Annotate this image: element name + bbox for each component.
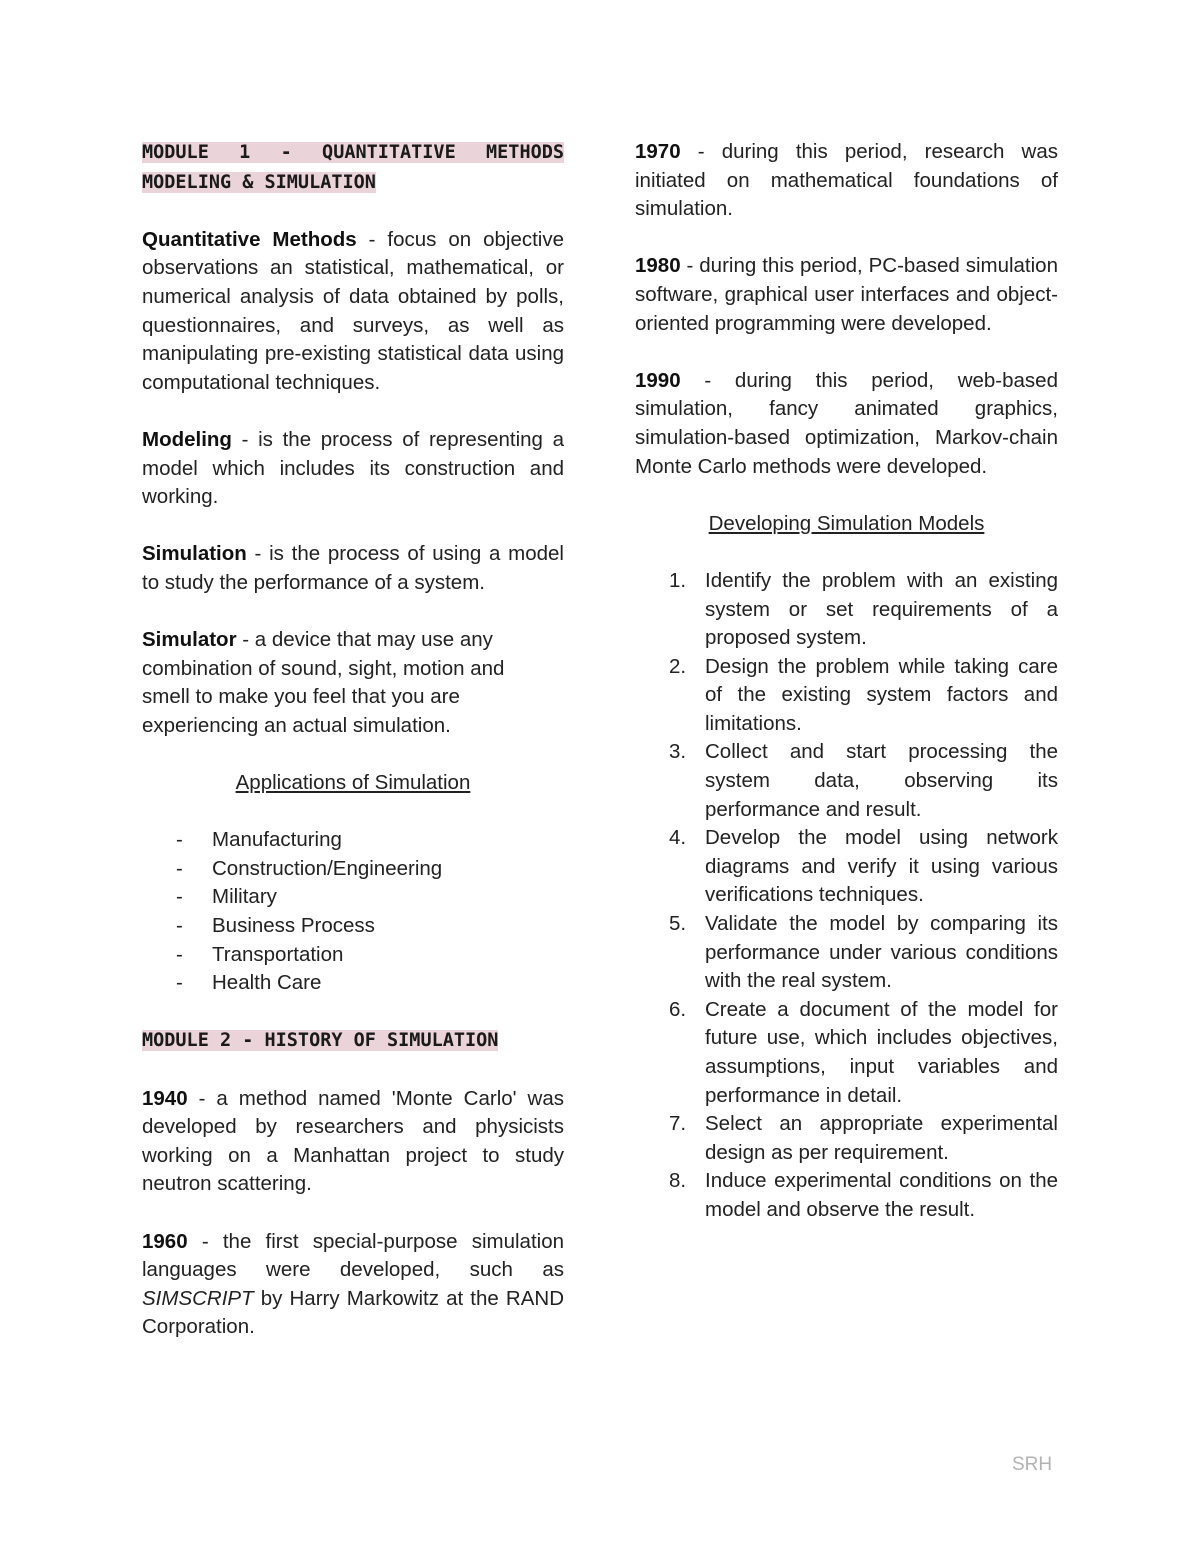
steps-list xyxy=(635,567,1058,1225)
history-year: 1960 xyxy=(142,1229,188,1253)
module2-heading: MODULE 2 - HISTORY OF SIMULATION xyxy=(142,1030,499,1052)
history-year: 1970 xyxy=(635,140,681,163)
definition-text: - is the process of using a model to study the performance of a system. xyxy=(142,542,564,594)
definition-term: Modeling xyxy=(142,427,232,451)
list-item: 7. Select an appropriate experimental design as per requirement. xyxy=(669,1112,1058,1164)
history-year: 1940 xyxy=(142,1086,188,1110)
list-item: 4. Develop the model using network diagrams and verify it using various verifications techniques. xyxy=(669,826,1058,907)
definition-term: Simulator xyxy=(142,628,237,652)
list-item: 5. Validate the model by comparing its performance under various conditions with the real system. xyxy=(669,912,1058,993)
list-item: 8. Induce experimental conditions on the model and observe the result. xyxy=(669,1169,1058,1221)
list-item: - Business Process xyxy=(176,914,375,938)
definition-simulator xyxy=(142,626,512,740)
list-item: - Manufacturing xyxy=(176,828,342,852)
developing-title: Developing Simulation Models xyxy=(708,511,985,535)
list-item: 1. Identify the problem with an existing system or set requirements of a proposed system. xyxy=(669,568,1058,650)
history-1970 xyxy=(635,138,1058,224)
module1-heading-block xyxy=(142,138,564,197)
applications-list xyxy=(142,826,564,998)
history-1990 xyxy=(635,367,1058,481)
module1-heading: MODULE 1 - QUANTITATIVE METHODS MODELING & SIMULATION xyxy=(142,142,564,193)
history-text: by Harry Markowitz at the RAND Corporation. xyxy=(142,1286,564,1339)
history-1960 xyxy=(142,1228,564,1342)
history-text: - during this period, PC-based simulation software, graphical user interfaces and object-oriented programming were developed. xyxy=(635,254,1058,335)
history-text: - during this period, web-based simulation, fancy animated graphics, simulation-based optimization, Markov-chain Monte Carlo methods were developed. xyxy=(635,368,1058,478)
list-item: - Military xyxy=(176,885,277,909)
history-year: 1980 xyxy=(635,254,681,278)
history-text: - a method named 'Monte Carlo' was developed by researchers and physicists working on a Manhattan project to study neutron scattering. xyxy=(142,1086,564,1196)
history-text: - during this period, research was initiated on mathematical foundations of simulation. xyxy=(635,140,1058,221)
right-column xyxy=(635,138,1058,1225)
definition-modeling xyxy=(142,426,564,512)
history-italic: SIMSCRIPT xyxy=(142,1286,254,1310)
history-1980 xyxy=(635,252,1058,338)
list-item: 6. Create a document of the model for future use, which includes objectives, assumptions, input variables and performance in detail. xyxy=(669,997,1058,1107)
footer-initials: SRH xyxy=(1012,1454,1053,1475)
list-item: - Construction/Engineering xyxy=(176,856,443,880)
definition-term: Simulation xyxy=(142,542,247,566)
definition-simulation xyxy=(142,540,564,597)
history-1940 xyxy=(142,1085,564,1199)
module2-heading-block xyxy=(142,1026,564,1056)
definition-quantitative-methods xyxy=(142,226,564,398)
list-item: 2. Design the problem while taking care of the existing system factors and limitations. xyxy=(669,654,1058,735)
definition-text: - a device that may use any combination of sound, sight, motion and smell to make you feel that you are experiencing an actual simulation. xyxy=(142,628,505,737)
left-column xyxy=(142,138,564,1342)
list-item: - Transportation xyxy=(176,942,344,966)
definition-text: - focus on objective observations an statistical, mathematical, or numerical analysis of data obtained by polls, questionnaires, and surveys, as well as manipulating pre-existing statistical data using computational techniques. xyxy=(142,227,564,394)
list-item: - Health Care xyxy=(176,971,322,995)
list-item: 3. Collect and start processing the system data, observing its performance and result. xyxy=(669,740,1058,821)
applications-title: Applications of Simulation xyxy=(235,771,471,795)
definition-text: - is the process of representing a model which includes its construction and working. xyxy=(142,427,564,509)
history-year: 1990 xyxy=(635,368,681,392)
history-text: - the first special-purpose simulation languages were developed, such as xyxy=(142,1229,564,1282)
definition-term: Quantitative Methods xyxy=(142,227,357,251)
